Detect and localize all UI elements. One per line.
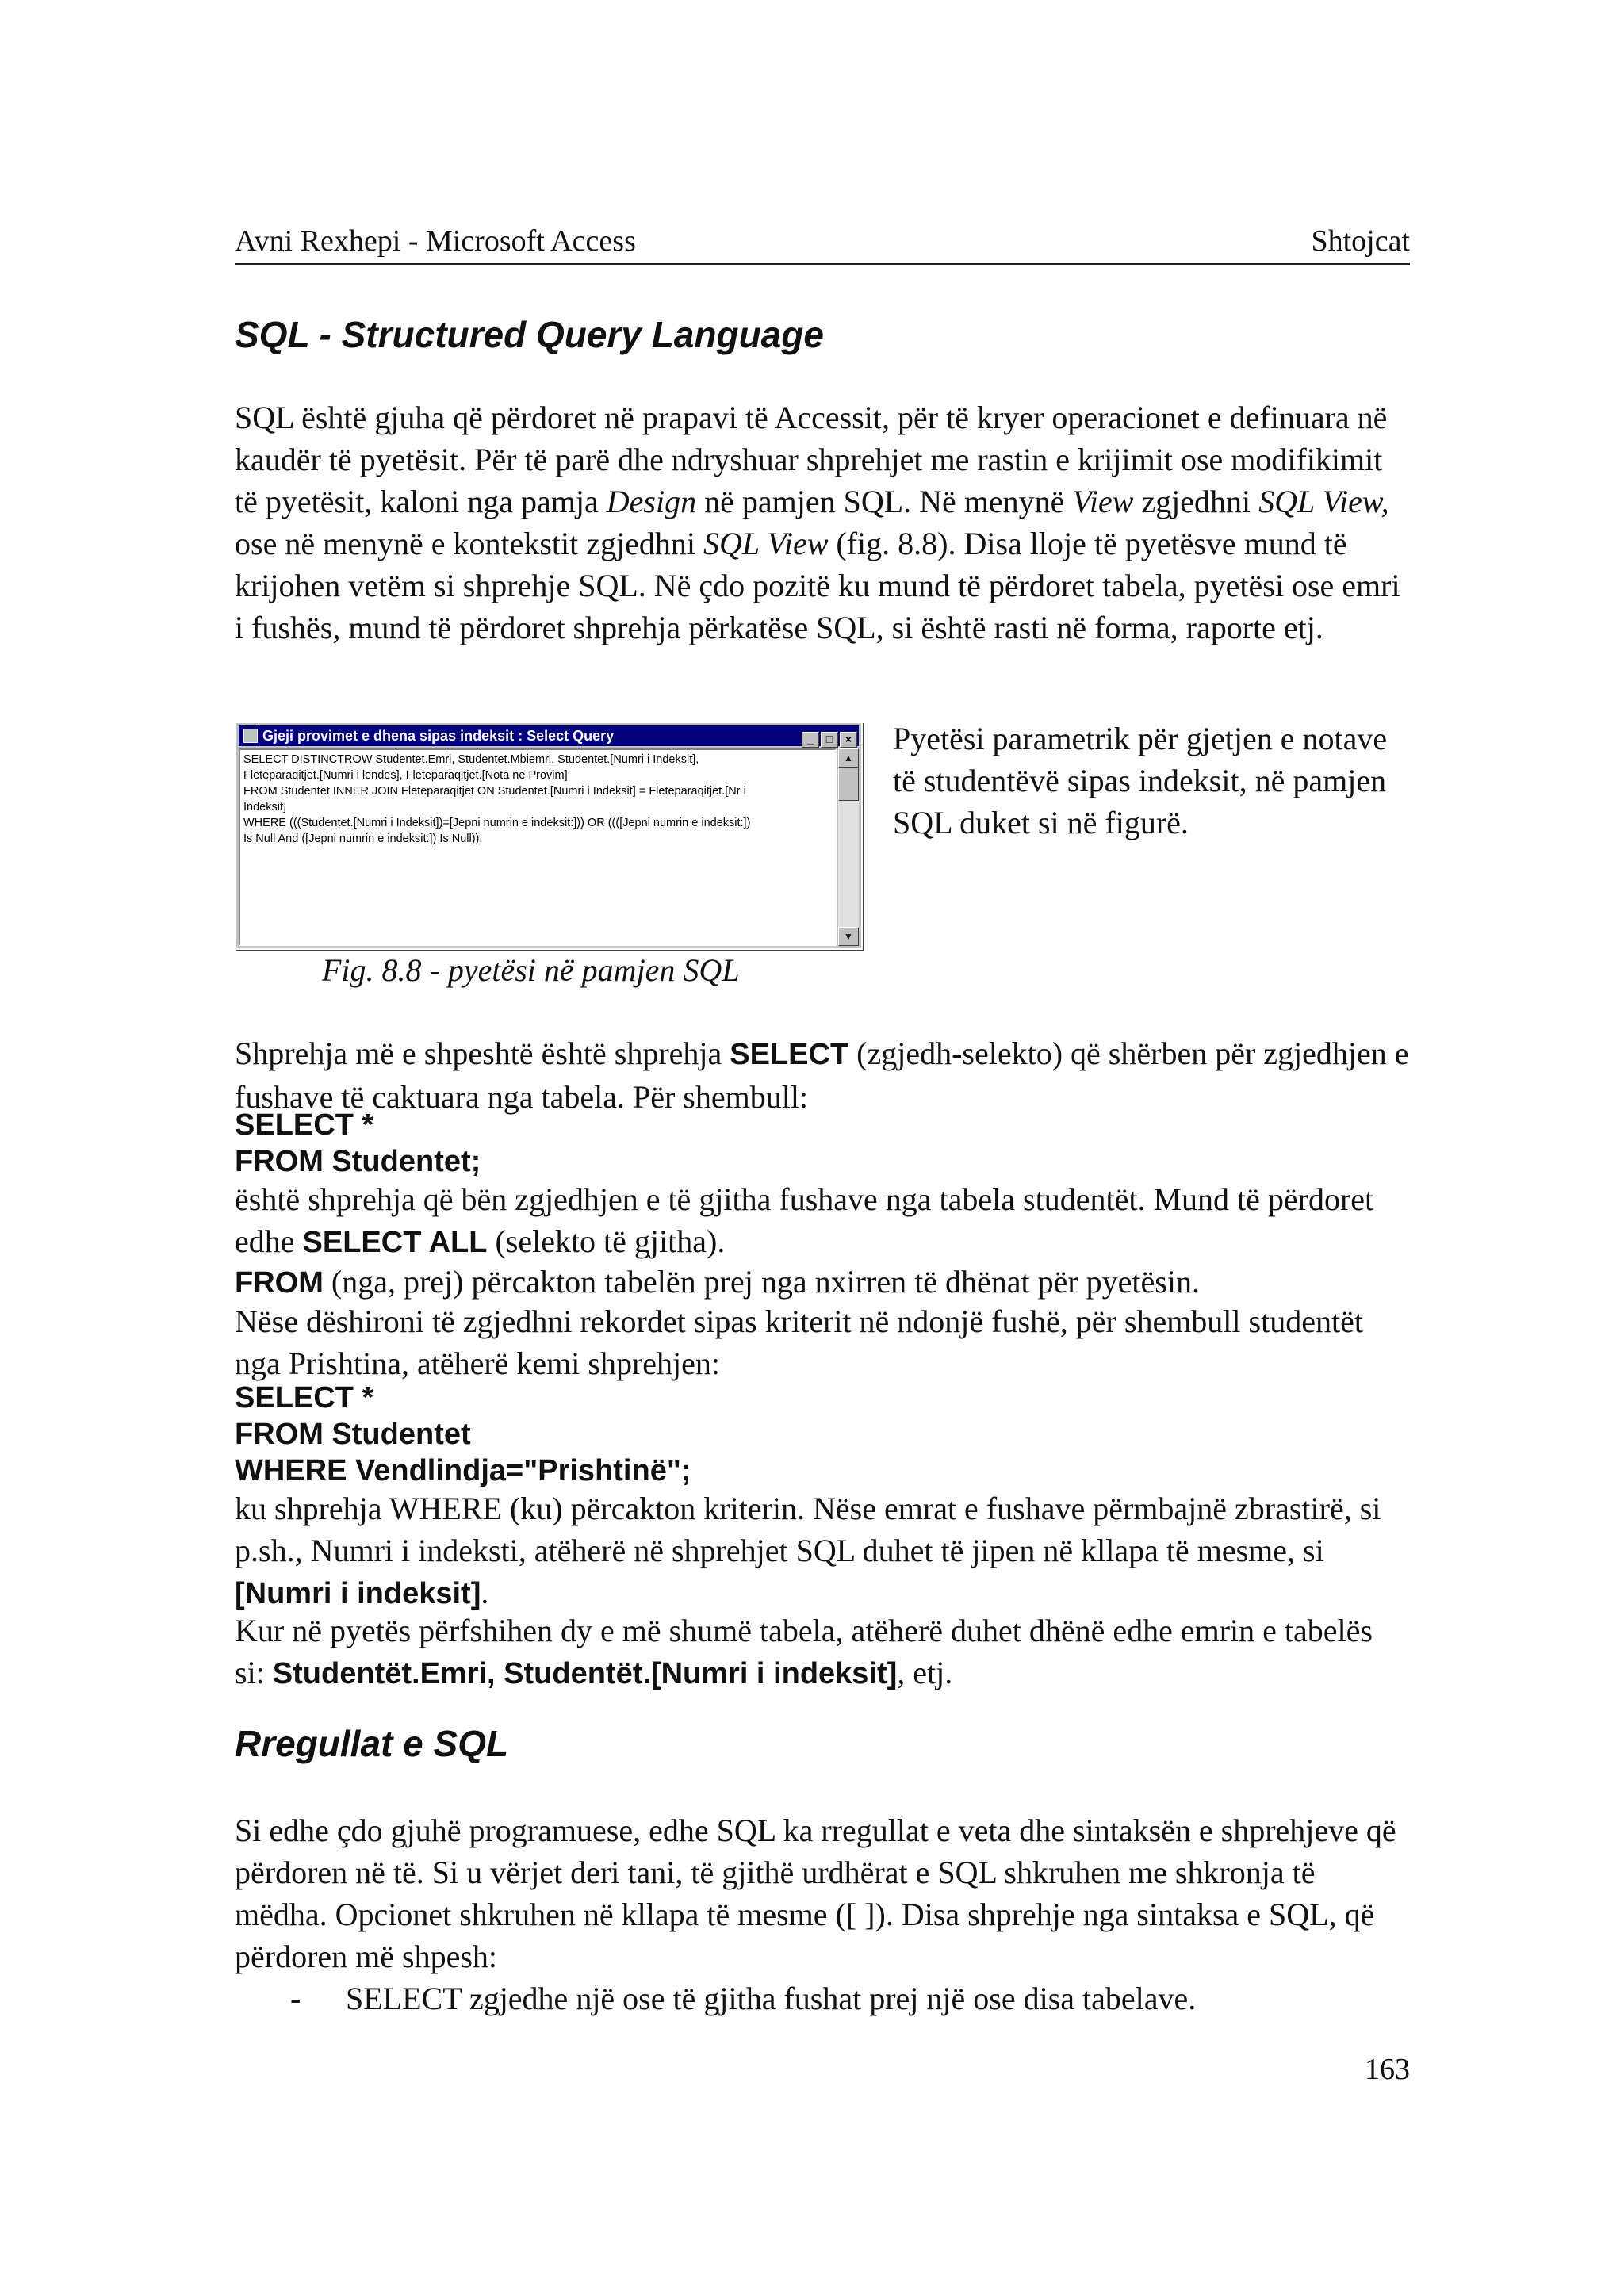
query-icon xyxy=(243,729,258,743)
multi-table-paragraph: Kur në pyetës përfshihen dy e më shumë tabela, atëherë duhet dhënë edhe emrin e tabelës si: Studentët.Emri, Studentët.[Numri i indeksit], etj. xyxy=(235,1613,1373,1690)
page-number: 163 xyxy=(1365,2053,1410,2086)
intro-paragraph: SQL është gjuha që përdoret në prapavi të Accessit, për të kryer operacionet e definuara në kaudër të pyetësit. Për të parë dhe ndryshuar shprehjet me rastin e krijimit ose modifikimit të pyetësit, kaloni nga pamja Design në pamjen SQL. Në menynë View zgjedhni SQL View, ose në menynë e kontekstit zgjedhni SQL View (fig. 8.8). Disa lloje të pyetësve mund të krijohen vetëm si shprehje SQL. Në çdo pozitë ku mund të përdoret tabela, pyetësi ose emri i fushës, mund të përdoret shprehja përkatëse SQL, si është rasti në forma, raporte etj. xyxy=(235,400,1400,645)
window-titlebar xyxy=(239,725,859,746)
minimize-button[interactable]: _ xyxy=(802,732,819,748)
scroll-down-icon[interactable]: ▼ xyxy=(838,927,859,946)
from-paragraph: FROM (nga, prej) përcakton tabelën prej nga nxirren të dhënat për pyetësin. xyxy=(235,1264,1200,1300)
sql-text-area[interactable]: SELECT DISTINCTROW Studentet.Emri, Studentet.Mbiemri, Studentet.[Numri i Indeksit], Fleteparaqitjet.[Numri i lendes], Fleteparaqitjet.[Nota ne Provim] FROM Studentet INNER JOIN Fleteparaqitjet ON Studentet.[Numri i Indeksit] = Fleteparaqitjet.[Nr i Indeksit] WHERE (((Studentet.[Numri i Indeksit])=[Jepni numrin e indeksit:])) OR ((([Jepni numrin e indeksit:]) Is Null And ([Jepni numrin e indeksit:]) Is Null)); xyxy=(239,748,837,946)
figure-caption: Fig. 8.8 - pyetësi në pamjen SQL xyxy=(322,952,740,988)
scroll-up-icon[interactable]: ▲ xyxy=(838,748,859,768)
page-header xyxy=(235,224,1410,265)
select-query-window xyxy=(235,722,863,950)
close-button[interactable]: × xyxy=(840,732,857,748)
window-title: Gjeji provimet e dhena sipas indeksit : Select Query xyxy=(262,728,615,744)
maximize-button[interactable]: □ xyxy=(821,732,838,748)
section-title-rules: Rregullat e SQL xyxy=(235,1723,509,1764)
where-intro-paragraph: Nëse dëshironi të zgjedhni rekordet sipas kriterit në ndonjë fushë, për shembull studentët nga Prishtina, atëherë kemi shprehjen: xyxy=(235,1303,1363,1381)
figure-side-text: Pyetësi parametrik për gjetjen e notave të studentëvë sipas indeksit, në pamjen SQL duket si në figurë. xyxy=(893,721,1388,840)
rules-paragraph: Si edhe çdo gjuhë programuese, edhe SQL ka rregullat e veta dhe sintaksën e shprehjeve që përdoren në të. Si u vërjet deri tani, të gjithë urdhërat e SQL shkruhen me shkronja të mëdha. Opcionet shkruhen në kllapa të mesme ([ ]). Disa shprehje nga sintaksa e SQL, që përdoren më shpesh: xyxy=(235,1813,1396,1974)
scroll-thumb[interactable] xyxy=(838,768,859,801)
code-example-2: SELECT * FROM Studentet WHERE Vendlindja="Prishtinë"; xyxy=(235,1381,691,1487)
header-author-title: Avni Rexhepi - Microsoft Access xyxy=(235,224,636,258)
vertical-scrollbar[interactable] xyxy=(838,748,859,946)
code-example-1: SELECT * FROM Studentet; xyxy=(235,1108,481,1178)
select-paragraph: Shprehja më e shpeshtë është shprehja SELECT (zgjedh-selekto) që shërben për zgjedhjen e fushave të caktuara nga tabela. Për shembull: xyxy=(235,1035,1409,1115)
where-explanation-paragraph: ku shprehja WHERE (ku) përcakton kriterin. Nëse emrat e fushave përmbajnë zbrastirë, si p.sh., Numri i indeksti, atëherë në shprehjet SQL duhet të jipen në kllapa të mesme, si [Numri i indeksit]. xyxy=(235,1491,1381,1610)
select-all-paragraph: është shprehja që bën zgjedhjen e të gjitha fushave nga tabela studentët. Mund të përdoret edhe SELECT ALL (selekto të gjitha). xyxy=(235,1181,1374,1259)
section-title-sql: SQL - Structured Query Language xyxy=(235,314,824,355)
header-section: Shtojcat xyxy=(1311,224,1410,258)
